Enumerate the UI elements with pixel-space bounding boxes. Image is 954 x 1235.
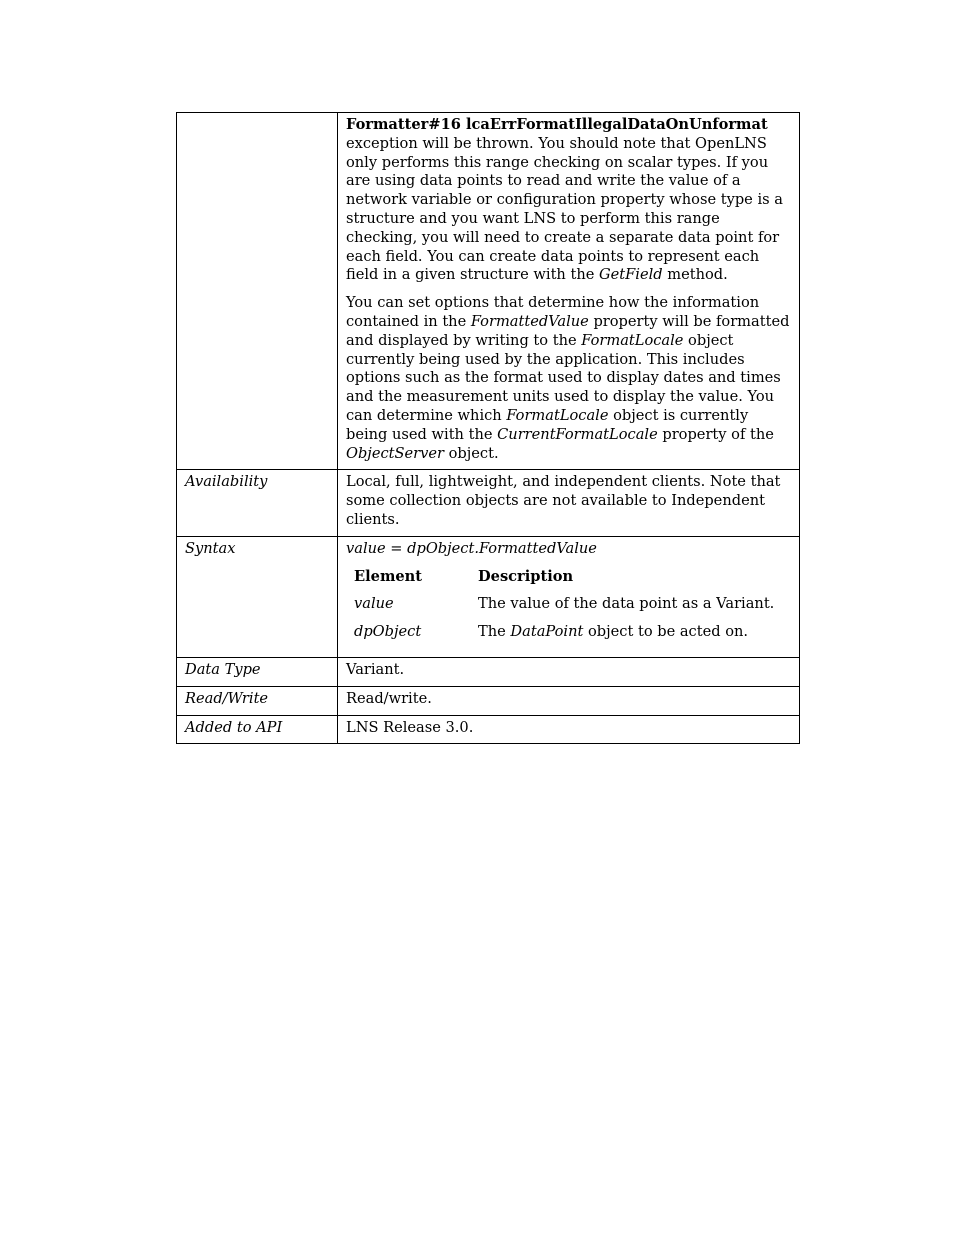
row-content bbox=[338, 113, 800, 470]
paragraph bbox=[346, 473, 791, 529]
text-run: method. bbox=[662, 266, 728, 284]
table-row bbox=[177, 470, 800, 536]
table-row bbox=[177, 657, 800, 686]
row-label bbox=[177, 113, 338, 470]
row-label: Added to API bbox=[177, 715, 338, 744]
italic-text: FormattedValue bbox=[470, 312, 589, 330]
row-label: Data Type bbox=[177, 657, 338, 686]
column-header: Description bbox=[478, 567, 574, 585]
paragraph bbox=[346, 661, 791, 680]
paragraph bbox=[346, 690, 791, 709]
text-run: object. bbox=[443, 444, 499, 462]
bold-text: Formatter#16 lcaErrFormatIllegalDataOnUnformat bbox=[346, 116, 768, 133]
table-row bbox=[177, 686, 800, 715]
text-run: The bbox=[478, 623, 511, 641]
text-run: The value of the data point as a Variant. bbox=[478, 595, 775, 613]
row-content bbox=[338, 470, 800, 536]
text-run: LNS Release 3.0. bbox=[346, 718, 474, 736]
syntax-element-table bbox=[346, 568, 791, 651]
text-run: exception will be thrown. You should note that OpenLNS only performs this range checking on scalar types. If you are using data points to read and write the value of a network variable or configuration property whose type is a structure and you want LNS to perform this range checking, you will need to create a separate data point for each field. You can create data points to represent each field in a given structure with the bbox=[346, 134, 783, 284]
table-row bbox=[177, 715, 800, 744]
row-label: Syntax bbox=[177, 536, 338, 657]
text-run: property will be formatted and displayed by writing to the bbox=[346, 312, 790, 349]
syntax-header-row bbox=[346, 568, 791, 596]
italic-text: GetField bbox=[599, 266, 663, 284]
text-run: object currently being used by the application. This includes options such as the format used to display dates and times and the measurement units used to display the value. You can determine which bbox=[346, 331, 781, 424]
paragraph bbox=[346, 294, 791, 463]
italic-text: FormatLocale bbox=[506, 406, 609, 424]
text-run: Read/write. bbox=[346, 689, 432, 707]
italic-text: CurrentFormatLocale bbox=[497, 425, 658, 443]
row-label: Availability bbox=[177, 470, 338, 536]
italic-text: ObjectServer bbox=[346, 444, 444, 462]
row-content bbox=[338, 657, 800, 686]
syntax-element bbox=[346, 623, 470, 651]
table-row bbox=[177, 113, 800, 470]
property-table-body bbox=[177, 113, 800, 744]
text-run: You can set options that determine how the information contained in the bbox=[346, 294, 760, 330]
row-content bbox=[338, 536, 800, 657]
syntax-description bbox=[470, 623, 791, 651]
paragraph bbox=[346, 540, 791, 559]
syntax-description bbox=[470, 595, 791, 623]
syntax-row bbox=[346, 595, 791, 623]
text-run: object is currently being used with the bbox=[346, 406, 749, 443]
text-run: object to be acted on. bbox=[583, 623, 749, 641]
row-content bbox=[338, 686, 800, 715]
italic-text: dpObject bbox=[354, 623, 422, 641]
property-table bbox=[176, 112, 800, 744]
italic-text: value = dpObject.FormattedValue bbox=[346, 539, 597, 557]
italic-text: DataPoint bbox=[510, 623, 584, 641]
text-run: property of the bbox=[657, 425, 774, 443]
italic-text: FormatLocale bbox=[581, 331, 684, 349]
row-label: Read/Write bbox=[177, 686, 338, 715]
column-header: Element bbox=[354, 567, 423, 585]
italic-text: value bbox=[354, 595, 394, 613]
paragraph bbox=[346, 719, 791, 738]
text-run: Local, full, lightweight, and independent clients. Note that some collection objects are not available to Independent clients. bbox=[346, 473, 781, 528]
paragraph bbox=[346, 116, 791, 285]
syntax-element bbox=[346, 595, 470, 623]
syntax-row bbox=[346, 623, 791, 651]
text-run: Variant. bbox=[346, 660, 405, 678]
table-row bbox=[177, 536, 800, 657]
row-content bbox=[338, 715, 800, 744]
